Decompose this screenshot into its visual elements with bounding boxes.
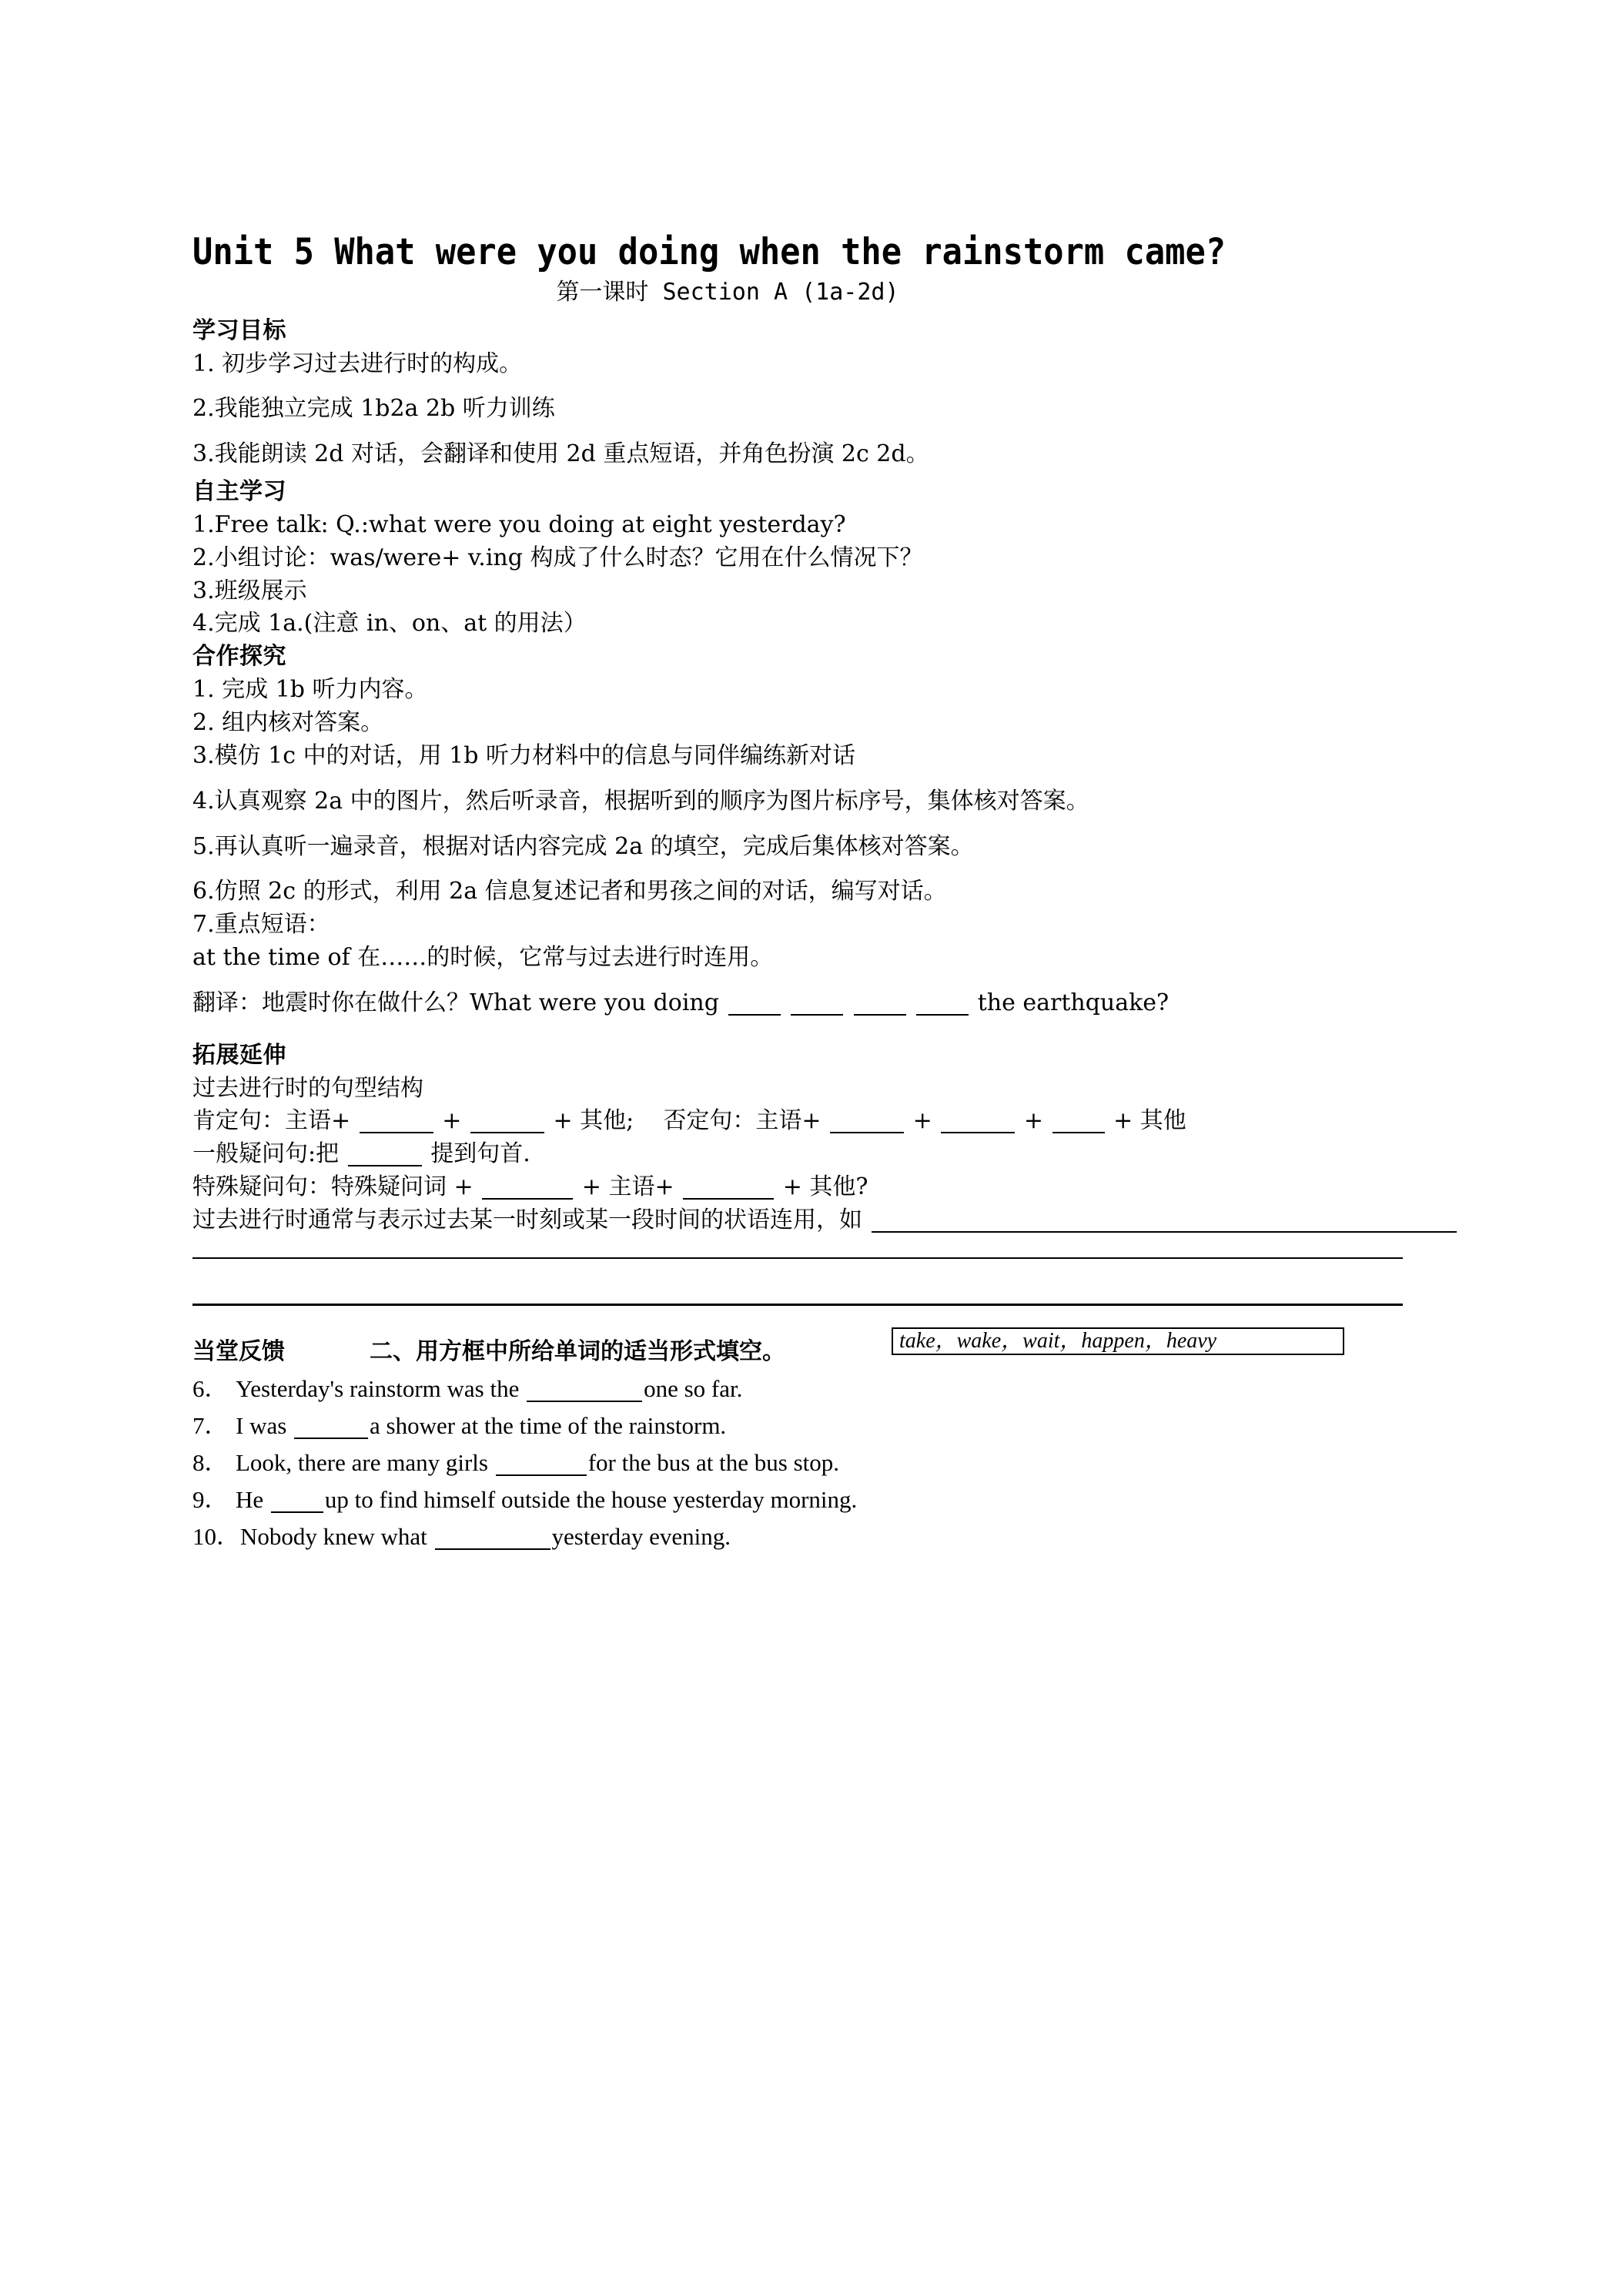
question-number: 10． <box>192 1523 240 1551</box>
yesno-label: 一般疑问句:把 <box>192 1140 340 1168</box>
translation-blank-3[interactable] <box>854 990 906 1016</box>
question-text-before: Look, there are many girls <box>236 1449 488 1477</box>
question-number: 6． <box>192 1375 229 1403</box>
negative-tail: + 其他 <box>1113 1107 1186 1135</box>
section-divider <box>192 1304 1403 1306</box>
question-row-7 <box>192 1407 1409 1444</box>
question-number: 9． <box>192 1486 229 1514</box>
yesno-blank[interactable] <box>348 1141 422 1166</box>
affirmative-blank-2[interactable] <box>470 1108 544 1133</box>
negative-blank-1[interactable] <box>830 1108 904 1133</box>
question-text-after: a shower at the time of the rainstorm. <box>370 1412 727 1440</box>
negative-blank-2[interactable] <box>941 1108 1015 1133</box>
heading-cooperative-inquiry: 合作探究 <box>192 643 286 671</box>
objective-item-1: 1. 初步学习过去进行时的构成。 <box>192 350 523 377</box>
question-text-before: He <box>236 1486 264 1514</box>
negative-label: 否定句：主语+ <box>663 1107 822 1135</box>
wh-blank-1[interactable] <box>482 1174 573 1200</box>
structure-yes-no-question <box>192 1138 1409 1171</box>
document-body <box>192 231 1409 1555</box>
affirmative-tail: + 其他; <box>553 1107 634 1135</box>
negative-plus-1: + <box>912 1107 932 1135</box>
affirmative-plus-1: + <box>442 1107 462 1135</box>
translation-exercise <box>192 987 1409 1020</box>
question-row-10 <box>192 1518 1409 1555</box>
question-row-6 <box>192 1371 1409 1407</box>
structure-affirmative-negative <box>192 1105 1409 1138</box>
structure-wh-question <box>192 1171 1409 1204</box>
heading-self-study: 自主学习 <box>192 478 286 506</box>
translation-blank-1[interactable] <box>728 990 781 1016</box>
heading-learning-objectives: 学习目标 <box>192 316 286 344</box>
wh-label: 特殊疑问句：特殊疑问词 + <box>192 1173 474 1201</box>
question-text-after: up to find himself outside the house yesterday morning. <box>324 1486 858 1514</box>
word-bank-box <box>892 1327 1344 1355</box>
heading-extension: 拓展延伸 <box>192 1041 286 1069</box>
feedback-question-list <box>192 1371 1409 1555</box>
self-study-item-3: 3.班级展示 <box>192 577 307 604</box>
wh-blank-2[interactable] <box>683 1174 774 1200</box>
yesno-tail: 提到句首. <box>430 1140 530 1168</box>
wh-tail: + 其他? <box>782 1173 868 1201</box>
answer-blank[interactable] <box>496 1450 587 1476</box>
cooperative-item-6: 6.仿照 2c 的形式，利用 2a 信息复述记者和男孩之间的对话，编写对话。 <box>192 878 947 905</box>
answer-blank[interactable] <box>294 1413 368 1439</box>
page-subtitle: 第一课时 Section A (1a-2d) <box>556 279 899 306</box>
objective-item-2: 2.我能独立完成 1b2a 2b 听力训练 <box>192 395 555 423</box>
feedback-instruction: 二、用方框中所给单词的适当形式填空。 <box>370 1338 785 1366</box>
page-title: Unit 5 What were you doing when the rainstorm came? <box>192 231 1226 273</box>
feedback-header-row <box>192 1326 1409 1371</box>
cooperative-item-1: 1. 完成 1b 听力内容。 <box>192 675 428 703</box>
question-text-after: yesterday evening. <box>551 1523 731 1551</box>
translation-prefix: 翻译：地震时你在做什么？What were you doing <box>192 989 719 1017</box>
word-bank-words: take，wake，wait，happen，heavy <box>899 1329 1217 1354</box>
question-row-8 <box>192 1444 1409 1481</box>
self-study-item-2: 2.小组讨论：was/were+ v.ing 构成了什么时态？它用在什么情况下？ <box>192 544 923 571</box>
answer-blank[interactable] <box>435 1524 550 1550</box>
question-number: 8． <box>192 1449 229 1477</box>
translation-blank-4[interactable] <box>916 990 969 1016</box>
answer-blank[interactable] <box>527 1376 642 1402</box>
question-text-before: I was <box>236 1412 287 1440</box>
affirmative-blank-1[interactable] <box>360 1108 433 1133</box>
extension-subheading: 过去进行时的句型结构 <box>192 1074 423 1102</box>
cooperative-item-7: 7.重点短语： <box>192 911 330 939</box>
cooperative-item-3: 3.模仿 1c 中的对话，用 1b 听力材料中的信息与同伴编练新对话 <box>192 741 855 769</box>
question-number: 7． <box>192 1412 229 1440</box>
question-text-after: one so far. <box>644 1375 743 1403</box>
self-study-item-4: 4.完成 1a.(注意 in、on、at 的用法） <box>192 610 587 638</box>
spacer <box>192 1259 1409 1304</box>
question-text-after: for the bus at the bus stop. <box>587 1449 840 1477</box>
question-text-before: Yesterday's rainstorm was the <box>236 1375 520 1403</box>
negative-blank-3[interactable] <box>1052 1108 1105 1133</box>
adverbial-blank-line-1[interactable] <box>872 1207 1457 1233</box>
affirmative-label: 肯定句：主语+ <box>192 1107 351 1135</box>
cooperative-item-5: 5.再认真听一遍录音，根据对话内容完成 2a 的填空，完成后集体核对答案。 <box>192 832 974 860</box>
adverbial-text: 过去进行时通常与表示过去某一时刻或某一段时间的状语连用，如 <box>192 1207 862 1234</box>
translation-suffix: the earthquake? <box>977 989 1170 1017</box>
adverbial-note <box>192 1204 1409 1237</box>
self-study-item-1: 1.Free talk: Q.:what were you doing at eight yesterday? <box>192 510 846 538</box>
answer-blank[interactable] <box>271 1487 323 1513</box>
objective-item-3: 3.我能朗读 2d 对话，会翻译和使用 2d 重点短语，并角色扮演 2c 2d。 <box>192 440 929 468</box>
question-text-before: Nobody knew what <box>240 1523 427 1551</box>
cooperative-item-2: 2. 组内核对答案。 <box>192 708 384 736</box>
translation-blank-2[interactable] <box>791 990 843 1016</box>
key-phrase-line: at the time of 在……的时候，它常与过去进行时连用。 <box>192 944 774 972</box>
cooperative-item-4: 4.认真观察 2a 中的图片，然后听录音，根据听到的顺序为图片标序号，集体核对答案。 <box>192 787 1089 815</box>
question-row-9 <box>192 1481 1409 1518</box>
negative-plus-2: + <box>1023 1107 1044 1135</box>
feedback-label: 当堂反馈 <box>192 1338 285 1366</box>
wh-mid: + 主语+ <box>581 1173 674 1201</box>
